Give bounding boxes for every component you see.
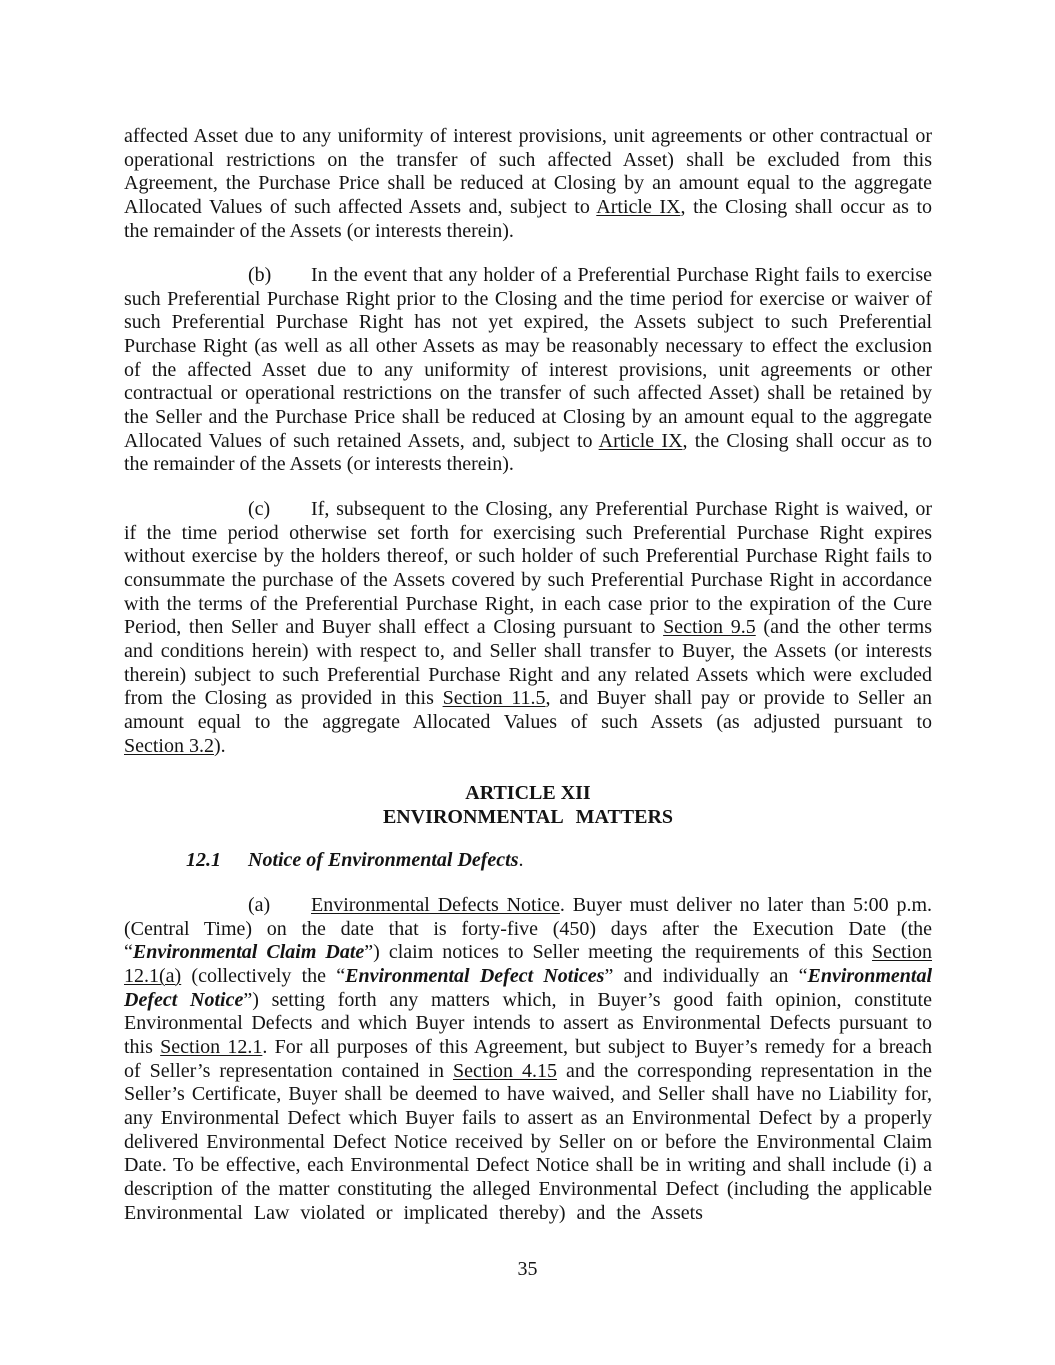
text-line: without exercise by the holders thereof, or such holder of such Preferential Purchase Right fails to — [124, 545, 932, 568]
cross-reference-section-4-15: Section 4.15 — [452, 1059, 557, 1082]
defined-term: Environmental Claim Date — [132, 941, 365, 964]
article-title: ENVIRONMENTAL MATTERS — [382, 805, 674, 828]
text-line: affected Asset due to any uniformity of interest provisions, unit agreements or other contractual or — [124, 125, 932, 147]
text-run: , the Closing shall occur as to — [682, 429, 932, 452]
text-line: consummate the purchase of the Assets covered by such Preferential Purchase Right in accordance — [124, 568, 932, 591]
text-line: Date. To be effective, each Environmental Defect Notice shall be in writing and shall include (i) a — [124, 1154, 932, 1177]
text-line — [124, 735, 932, 759]
section-heading — [124, 849, 932, 873]
paragraph-c — [124, 498, 932, 758]
paragraph-label: (c) — [248, 498, 271, 520]
section-title: Notice of Environmental Defects — [248, 849, 519, 871]
cross-reference-article-ix: Article IX — [596, 195, 681, 218]
text-run: this — [124, 1035, 161, 1058]
text-run: Period, then Seller and Buyer shall effect a Closing pursuant to — [124, 616, 664, 639]
text-line: description of the matter constituting the alleged Environmental Defect (including the applicable — [124, 1177, 932, 1200]
subsection-caption: Environmental Defects Notice — [311, 894, 560, 916]
text-line: the remainder of the Assets (or interests therein). — [124, 453, 514, 476]
paragraph-label: (a) — [248, 894, 271, 916]
cross-reference-section-12-1: Section 12.1 — [160, 1035, 263, 1058]
text-line: any Environmental Defect which Buyer fails to assert as an Environmental Defect by a properly — [124, 1106, 932, 1129]
paragraph-a — [124, 894, 932, 1225]
text-run: , the Closing shall occur as to — [680, 195, 932, 218]
paragraph-label: (b) — [248, 264, 272, 286]
text-run: . For all purposes of this Agreement, but subject to Buyer’s remedy for a breach — [262, 1035, 933, 1058]
article-heading — [124, 782, 932, 829]
text-line — [124, 849, 932, 873]
text-line: therein) subject to such Preferential Purchase Right and any related Assets which were excluded — [124, 663, 932, 686]
text-run: Allocated Values of such retained Assets, and, subject to — [124, 429, 599, 452]
text-run: (collectively the “ — [181, 964, 346, 987]
cross-reference-section-3-2: Section 3.2 — [124, 734, 214, 757]
text-run: “ — [124, 941, 133, 964]
text-line: if the time period otherwise set forth for exercising such Preferential Purchase Right expires — [124, 521, 932, 544]
text-line — [124, 196, 932, 220]
text-line — [124, 498, 932, 522]
paragraph-continuation — [124, 125, 932, 243]
text-run: ”) setting forth any matters which, in Buyer’s good faith opinion, constitute — [243, 988, 932, 1011]
text-line: Environmental Defects and which Buyer intends to assert as Environmental Defects pursuant to — [124, 1012, 932, 1035]
cross-reference-section-12-1a: Section — [872, 941, 933, 964]
defined-term: Environmental — [807, 964, 933, 987]
cross-reference-section-12-1a: 12.1(a) — [124, 964, 182, 987]
text-run: Allocated Values of such affected Assets and, subject to — [124, 195, 597, 218]
text-run: ”) claim notices to Seller meeting the requirements of this — [364, 941, 873, 964]
text-run: In the event that any holder of a Preferential Purchase Right fails to exercise — [311, 264, 932, 286]
text-line — [124, 941, 932, 965]
section-punctuation: . — [518, 849, 524, 871]
cross-reference-section-9-5: Section 9.5 — [663, 616, 756, 639]
text-line — [124, 1036, 932, 1060]
text-line: the remainder of the Assets (or interests therein). — [124, 219, 514, 242]
text-line: operational restrictions on the transfer of such affected Asset) shall be excluded from this — [124, 148, 932, 171]
text-line: Agreement, the Purchase Price shall be reduced at Closing by an amount equal to the aggregate — [124, 172, 932, 195]
paragraph-b — [124, 264, 932, 477]
text-line: such Preferential Purchase Right prior to the Closing and the time period for exercise or waiver of — [124, 287, 932, 310]
text-line — [124, 616, 932, 640]
text-line: such Preferential Purchase Right has not yet expired, the Assets subject to such Preferential — [124, 311, 932, 334]
text-line — [124, 687, 932, 711]
text-line — [124, 430, 932, 454]
text-line — [124, 894, 932, 918]
text-run: and the corresponding representation in the — [556, 1059, 932, 1082]
cross-reference-article-ix: Article IX — [598, 429, 683, 452]
text-run: (and the other terms — [755, 616, 932, 639]
text-line: of the affected Asset due to any uniformity of interest provisions, unit agreements or other — [124, 358, 932, 381]
defined-term: Defect Notice — [124, 988, 244, 1011]
text-line: (Central Time) on the date that is forty-five (450) days after the Execution Date (the — [124, 917, 932, 940]
text-run: of Seller’s representation contained in — [124, 1059, 453, 1082]
text-run: If, subsequent to the Closing, any Preferential Purchase Right is waived, or — [311, 498, 932, 520]
text-run: from the Closing as provided in this — [124, 687, 443, 710]
text-run: ). — [214, 734, 226, 757]
text-line: Purchase Right (as well as all other Assets as may be reasonably necessary to effect the exclusion — [124, 334, 932, 357]
text-line — [124, 965, 932, 989]
cross-reference-section-11-5: Section 11.5 — [442, 687, 546, 710]
text-line: contractual or operational restrictions on the transfer of such affected Asset) shall be retained by — [124, 382, 932, 405]
text-line — [124, 264, 932, 288]
text-line: Environmental Law violated or implicated thereby) and the Assets — [124, 1201, 703, 1224]
text-run: ” and individually an “ — [604, 964, 808, 987]
text-run: , and Buyer shall pay or provide to Seller an — [545, 687, 933, 710]
page-number: 35 — [517, 1258, 538, 1280]
defined-term: Environmental Defect Notices — [345, 964, 605, 987]
text-line: with the terms of the Preferential Purchase Right, in each case prior to the expiration of the Cure — [124, 592, 932, 615]
text-line: the Seller and the Purchase Price shall be reduced at Closing by an amount equal to the aggregate — [124, 405, 932, 428]
text-run: . Buyer must deliver no later than 5:00 p.m. — [559, 894, 932, 916]
section-number: 12.1 — [186, 849, 221, 871]
text-line: delivered Environmental Defect Notice received by Seller on or before the Environmental Claim — [124, 1130, 932, 1153]
text-line — [124, 989, 932, 1013]
text-line: and conditions herein) with respect to, and Seller shall transfer to Buyer, the Assets (or interests — [124, 639, 932, 662]
article-number: ARTICLE XII — [465, 782, 591, 804]
text-line: Seller’s Certificate, Buyer shall be deemed to have waived, and Seller shall have no Liability for, — [124, 1083, 932, 1106]
text-line: amount equal to the aggregate Allocated Values of such Assets (as adjusted pursuant to — [124, 710, 932, 733]
text-line — [124, 1060, 932, 1084]
